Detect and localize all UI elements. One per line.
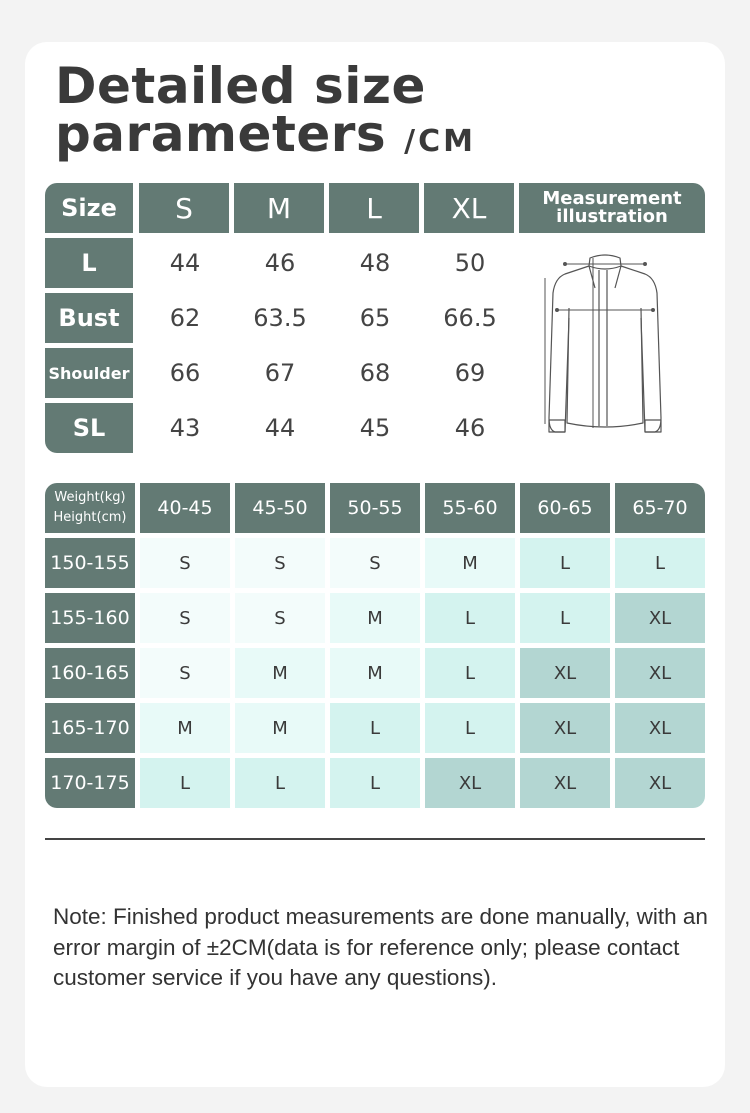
- recommended-size-cell: XL: [615, 703, 705, 753]
- recommended-size-cell: S: [235, 538, 325, 588]
- title-unit: /CM: [404, 124, 476, 159]
- recommended-size-cell: L: [235, 758, 325, 808]
- title-line-2: [55, 105, 476, 166]
- recommended-size-cell: L: [425, 593, 515, 643]
- size-column-header: S: [139, 183, 229, 233]
- size-header: Size: [45, 183, 133, 233]
- recommended-size-cell: L: [615, 538, 705, 588]
- weight-column-header: 50-55: [330, 483, 420, 533]
- recommended-size-cell: M: [330, 648, 420, 698]
- illustration-label-2: illustration: [556, 206, 668, 227]
- shirt-measurement-illustration: [535, 248, 675, 443]
- weight-column-header: 60-65: [520, 483, 610, 533]
- measurement-value: 62: [169, 304, 201, 332]
- measurement-row-label: Bust: [45, 293, 133, 343]
- recommended-size-cell: L: [330, 758, 420, 808]
- weight-column-header: 65-70: [615, 483, 705, 533]
- recommended-size-cell: L: [140, 758, 230, 808]
- title-line-2-text: parameters: [55, 105, 387, 163]
- height-row-label: 165-170: [45, 703, 135, 753]
- measurement-value: 43: [169, 414, 201, 442]
- measurement-value: 46: [454, 414, 486, 442]
- height-row-label: 160-165: [45, 648, 135, 698]
- recommended-size-cell: M: [140, 703, 230, 753]
- measurement-value: 69: [454, 359, 486, 387]
- size-column-header: M: [234, 183, 324, 233]
- measurement-value: 67: [264, 359, 296, 387]
- recommended-size-cell: XL: [615, 593, 705, 643]
- height-row-label: 155-160: [45, 593, 135, 643]
- recommended-size-cell: S: [140, 538, 230, 588]
- measurement-row-label: Shoulder: [45, 348, 133, 398]
- measurement-value: 65: [359, 304, 391, 332]
- weight-column-header: 40-45: [140, 483, 230, 533]
- measurement-value: 66.5: [443, 304, 497, 332]
- measurement-illustration-header: [519, 183, 705, 233]
- recommended-size-cell: L: [425, 703, 515, 753]
- recommended-size-cell: M: [330, 593, 420, 643]
- recommended-size-cell: M: [235, 648, 325, 698]
- measurement-value: 50: [454, 249, 486, 277]
- weight-height-corner: [45, 483, 135, 533]
- measurement-value: 45: [359, 414, 391, 442]
- measurement-row-label: SL: [45, 403, 133, 453]
- recommended-size-cell: XL: [520, 758, 610, 808]
- measurement-value: 63.5: [253, 304, 307, 332]
- measurement-value: 68: [359, 359, 391, 387]
- recommended-size-cell: XL: [520, 648, 610, 698]
- weight-axis-label: Weight(kg): [54, 490, 126, 505]
- recommended-size-cell: L: [520, 538, 610, 588]
- height-row-label: 150-155: [45, 538, 135, 588]
- measurement-value: 66: [169, 359, 201, 387]
- size-column-header: XL: [424, 183, 514, 233]
- recommended-size-cell: S: [235, 593, 325, 643]
- recommended-size-cell: S: [140, 648, 230, 698]
- recommended-size-cell: XL: [520, 703, 610, 753]
- recommended-size-cell: XL: [425, 758, 515, 808]
- weight-column-header: 55-60: [425, 483, 515, 533]
- recommended-size-cell: L: [330, 703, 420, 753]
- recommended-size-cell: L: [520, 593, 610, 643]
- illustration-label-1: Measurement: [542, 188, 682, 209]
- weight-column-header: 45-50: [235, 483, 325, 533]
- title-line-1: Detailed size: [55, 57, 426, 115]
- page-title: [55, 57, 476, 166]
- size-column-header: L: [329, 183, 419, 233]
- divider: [45, 838, 705, 840]
- measurement-row-label: L: [45, 238, 133, 288]
- recommended-size-cell: XL: [615, 648, 705, 698]
- recommended-size-cell: S: [140, 593, 230, 643]
- measurement-value: 44: [169, 249, 201, 277]
- measurement-note: Note: Finished product measurements are done manually, with an error margin of ±2CM(data is for reference only; please contact customer service if you have any questions).: [53, 904, 708, 990]
- height-row-label: 170-175: [45, 758, 135, 808]
- measurement-value: 44: [264, 414, 296, 442]
- recommended-size-cell: M: [235, 703, 325, 753]
- recommended-size-cell: XL: [615, 758, 705, 808]
- recommended-size-cell: S: [330, 538, 420, 588]
- recommended-size-cell: M: [425, 538, 515, 588]
- height-axis-label: Height(cm): [53, 510, 127, 525]
- measurement-value: 46: [264, 249, 296, 277]
- measurement-value: 48: [359, 249, 391, 277]
- recommended-size-cell: L: [425, 648, 515, 698]
